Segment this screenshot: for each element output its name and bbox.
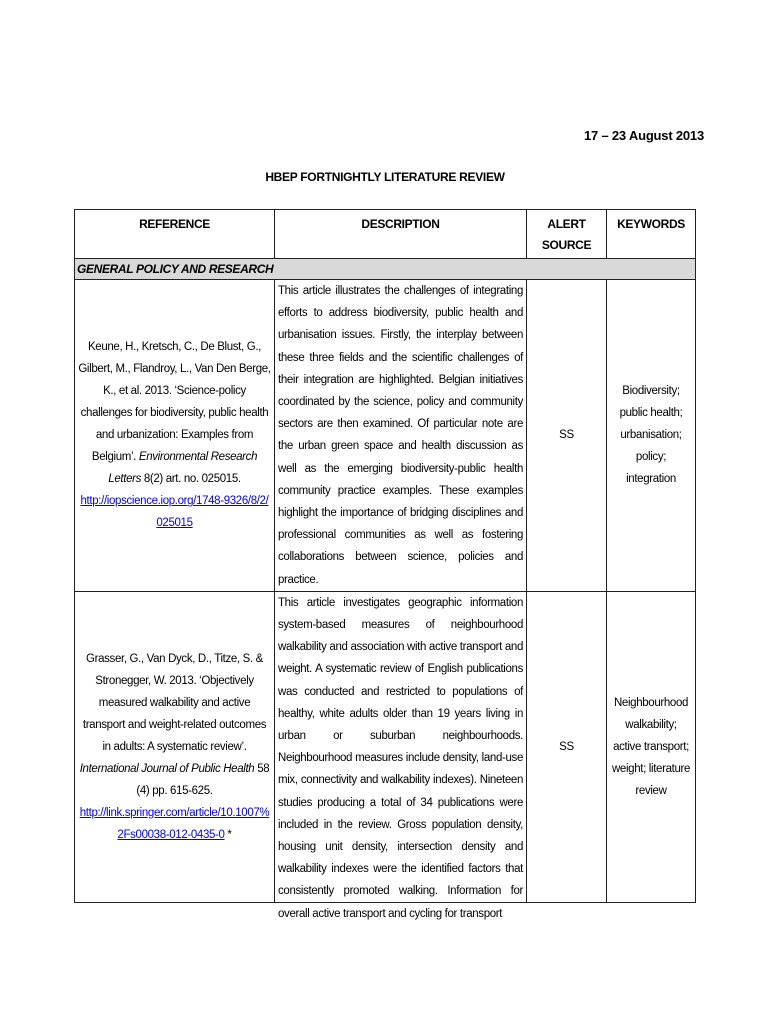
reference-authors: Grasser, G., Van Dyck, D., Titze, S. & Stronegger, W. 2013. ‘Objectively measured walkability and active transport and weight-related outcomes in adults: A systematic review’.: [82, 652, 267, 753]
header-description: DESCRIPTION: [275, 210, 527, 259]
literature-table: [74, 209, 696, 920]
reference-asterisk: *: [224, 828, 232, 841]
description-text: This article investigates geographic information system-based measures of neighbourhood walkability and association with active transport and weight. A systematic review of English publications was conducted and restricted to populations of healthy, white adults older than 19 years living in urban or suburban neighbourhoods. Neighbourhood measures include density, land-use mix, connectivity and walkability indexes). Nineteen studies producing a total of 34 publications were included in the review. Gross population density, housing unit density, intersection density and walkability indexes were the identified factors that consistently promoted walking. Information for overall active transport and cycling for transport: [278, 596, 523, 920]
alert-source-cell: SS: [527, 280, 607, 592]
header-alert-source: [527, 210, 607, 259]
description-cell: [275, 591, 527, 920]
reference-journal: Environmental Research Letters: [108, 451, 258, 486]
header-alert-line2: SOURCE: [541, 238, 592, 252]
keywords-cell: Neighbourhood walkability; active transport; weight; literature review: [607, 591, 696, 902]
reference-details: 8(2) art. no. 025015.: [143, 473, 241, 486]
header-reference: REFERENCE: [75, 210, 275, 259]
reference-cell: [75, 280, 275, 592]
table-header-row: [75, 210, 696, 259]
description-cell: This article illustrates the challenges of integrating efforts to address biodiversity, public health and urbanisation issues. Firstly, the interplay between these three fields and the scientific challenges of their integration are highlighted. Belgian initiatives coordinated by the science, policy and community sectors are then examined. Of particular note are the urban green space and health discussion as well as the emerging biodiversity-public health community practice examples. These examples highlight the importance of bridging disciplines and professional communities as well as fostering collaborations between science, policies and practice.: [275, 280, 527, 592]
header-keywords: KEYWORDS: [607, 210, 696, 259]
keywords-cell: Biodiversity; public health; urbanisation; policy; integration: [607, 280, 696, 592]
table-row: [75, 591, 696, 902]
section-row: [75, 259, 696, 280]
header-alert-line1: ALERT: [547, 217, 586, 231]
table-row: [75, 280, 696, 592]
section-title: GENERAL POLICY AND RESEARCH: [75, 259, 696, 280]
reference-authors: Keune, H., Kretsch, C., De Blust, G., Gilbert, M., Flandroy, L., Van Den Berge, K., et al. 2013. ‘Science-policy challenges for biodiversity, public health and urbanization: Examples from Belgium’.: [78, 341, 271, 464]
reference-cell: [75, 591, 275, 902]
reference-journal: International Journal of Public Health: [79, 762, 255, 775]
reference-details: 58 (4) pp. 615-625.: [136, 762, 270, 797]
report-date: 17 – 23 August 2013: [583, 128, 704, 143]
reference-link[interactable]: http://iopscience.iop.org/1748-9326/8/2/025015: [80, 495, 269, 530]
alert-source-cell: SS: [527, 591, 607, 902]
document-title: HBEP FORTNIGHTLY LITERATURE REVIEW: [265, 170, 505, 184]
reference-link[interactable]: http://link.springer.com/article/10.1007%2Fs00038-012-0435-0: [79, 806, 270, 841]
